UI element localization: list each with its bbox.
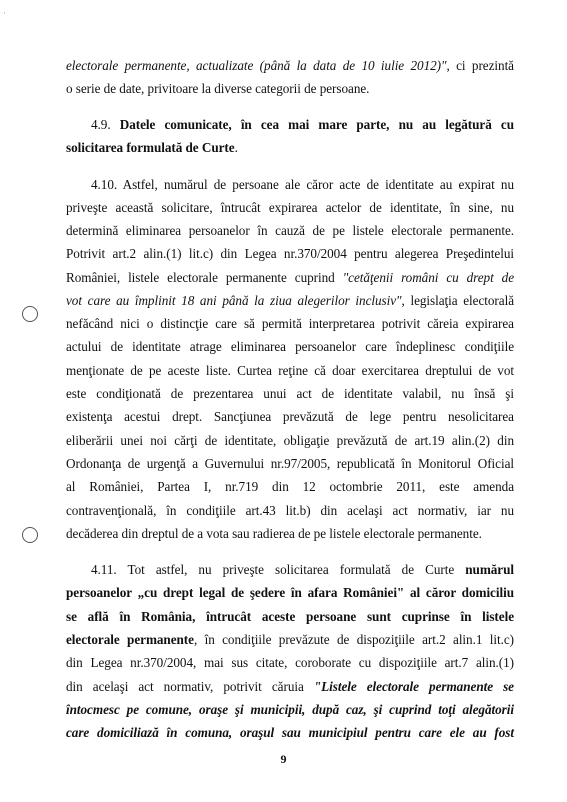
- text-segment: nefăcând nici o distincţie care să permită interpretarea potrivit căreia expirarea: [66, 316, 514, 331]
- text-segment: electorale permanente, actualizate (până la data de 10 iulie 2012)": [66, 58, 447, 73]
- text-line: [66, 57, 514, 75]
- text-line: [91, 561, 514, 579]
- punch-hole-icon: [22, 527, 38, 543]
- text-line: [66, 222, 514, 240]
- text-line: [66, 502, 514, 520]
- page-number: 9: [280, 752, 287, 766]
- corner-mark: ·: [3, 8, 6, 18]
- text-segment: al României, Partea I, nr.719 din 12 octombrie 2011, este amenda: [66, 479, 514, 494]
- text-line: [66, 724, 514, 742]
- text-segment: menţionate de pe aceste liste. Curtea reţine că doar exercitarea dreptului de vot: [66, 363, 514, 378]
- text-line: [66, 139, 514, 157]
- text-line: [66, 199, 514, 217]
- text-line: [66, 408, 514, 426]
- text-segment: Potrivit art.2 alin.(1) lit.c) din Legea nr.370/2004 pentru alegerea Preşedintelui: [66, 246, 514, 261]
- text-segment: persoanelor „cu drept legal de şedere în afara României" al căror domiciliu: [66, 585, 514, 600]
- text-segment: .: [234, 140, 238, 155]
- text-segment: Ordonanţa de urgenţă a Guvernului nr.97/2005, republicată în Monitorul Oficial: [66, 456, 514, 471]
- text-segment: eliberării unei noi cărţi de identitate, obligaţie prevăzută de art.19 alin.(2) din: [66, 433, 514, 448]
- text-line: [66, 362, 514, 380]
- text-segment: 4.10. Astfel, numărul de persoane ale căror acte de identitate au expirat nu: [91, 177, 514, 192]
- text-segment: determină eliminarea persoanelor în cauză de pe listele electorale permanente.: [66, 223, 514, 238]
- text-line: [66, 478, 514, 496]
- text-line: [66, 338, 514, 356]
- text-line: [91, 176, 514, 194]
- text-line: [66, 245, 514, 263]
- text-segment: care domiciliază în comuna, oraşul sau municipiul pentru care ele au fost: [66, 725, 514, 740]
- text-segment: , în condiţiile prevăzute de dispoziţiile art.2 alin.1 lit.c): [193, 632, 514, 647]
- text-segment: se află în România, întrucât aceste persoane sunt cuprinse în listele: [66, 609, 514, 624]
- text-segment: "cetăţenii români cu drept de: [342, 270, 515, 285]
- text-segment: Datele comunicate, în cea mai mare parte, nu au legătură cu: [119, 117, 514, 132]
- text-line: [66, 525, 514, 543]
- text-segment: , ci prezintă: [446, 58, 514, 73]
- text-segment: solicitarea formulată de Curte: [66, 140, 235, 155]
- text-segment: 4.11. Tot astfel, nu priveşte solicitarea formulată de Curte: [91, 562, 466, 577]
- text-line: [66, 678, 514, 696]
- text-line: [66, 631, 514, 649]
- text-line: [66, 315, 514, 333]
- text-line: [66, 80, 514, 98]
- text-line: [66, 455, 514, 473]
- text-segment: "Listele electorale permanente se: [313, 679, 514, 694]
- text-line: [66, 385, 514, 403]
- text-segment: din Legea nr.370/2004, mai sus citate, coroborate cu dispoziţiile art.7 alin.(1): [66, 655, 514, 670]
- text-segment: o serie de date, privitoare la diverse categorii de persoane.: [66, 81, 370, 96]
- text-segment: electorale permanente: [66, 632, 194, 647]
- text-line: [66, 432, 514, 450]
- text-segment: priveşte această solicitare, întrucât expirarea actelor de identitate, în sine, nu: [66, 200, 514, 215]
- text-line: [66, 584, 514, 602]
- text-segment: este condiţionată de prezentarea unui act de identitate valabil, nu însă şi: [66, 386, 514, 401]
- text-line: [66, 608, 514, 626]
- text-segment: , legislaţia electorală: [401, 293, 514, 308]
- text-segment: actului de identitate atrage eliminarea persoanelor care îndeplinesc condiţiile: [66, 339, 514, 354]
- punch-hole-icon: [22, 306, 38, 322]
- text-segment: întocmesc pe comune, oraşe şi municipii, după caz, şi cuprind toţi alegătorii: [66, 702, 514, 717]
- text-line: [66, 701, 514, 719]
- text-line: [91, 116, 514, 134]
- text-segment: numărul: [465, 562, 514, 577]
- text-segment: existenţa acestui drept. Sancţiunea prevăzută de lege pentru nesolicitarea: [66, 409, 514, 424]
- text-line: [66, 292, 514, 310]
- text-line: [66, 269, 514, 287]
- text-line: [66, 654, 514, 672]
- text-segment: contravenţională, în condiţiile art.43 lit.b) din acelaşi act normativ, iar nu: [66, 503, 514, 518]
- text-segment: vot care au împlinit 18 ani până la ziua alegerilor inclusiv": [66, 293, 402, 308]
- text-segment: României, listele electorale permanente cuprind: [66, 270, 343, 285]
- text-segment: din acelaşi act normativ, potrivit căruia: [66, 679, 314, 694]
- text-segment: 4.9.: [91, 117, 120, 132]
- text-segment: decăderea din dreptul de a vota sau radierea de pe listele electorale permanente.: [66, 526, 482, 541]
